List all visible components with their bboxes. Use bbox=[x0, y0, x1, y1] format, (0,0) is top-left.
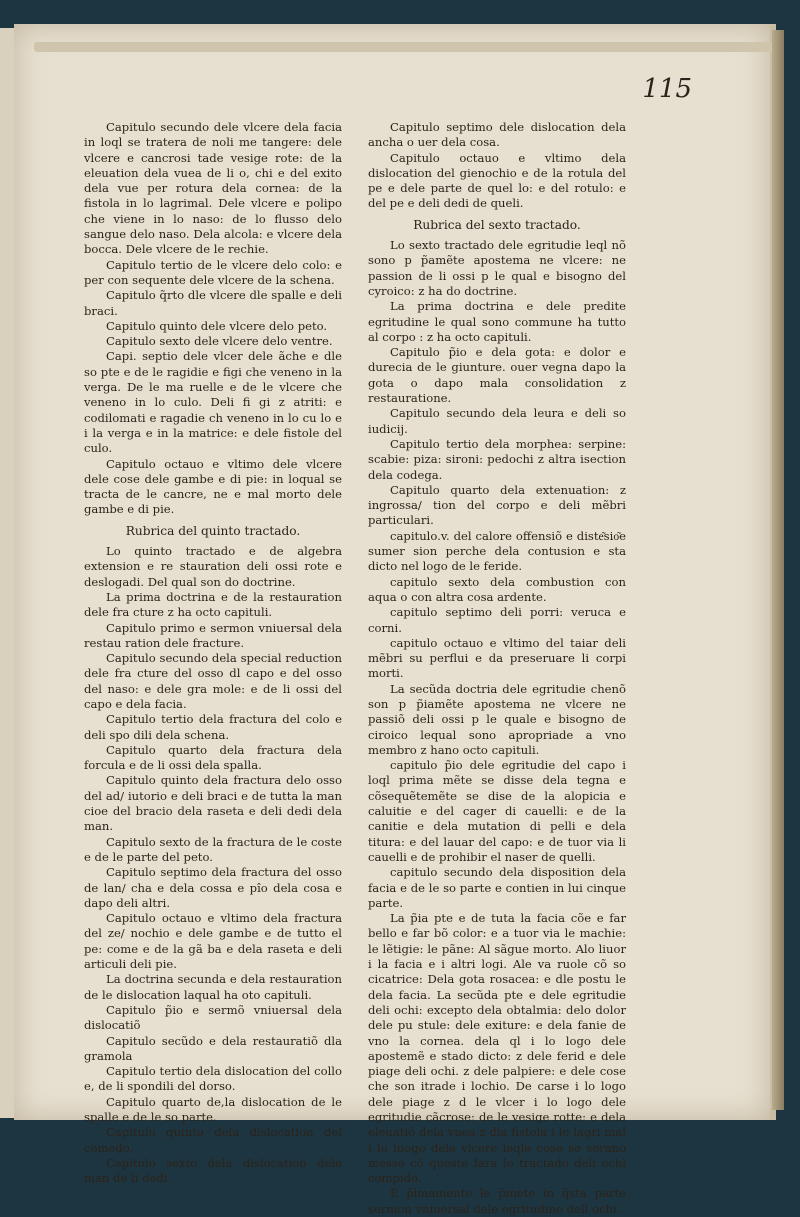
paragraph: Capitulo septimo dele dislocation dela ancha o uer dela cosa. bbox=[368, 120, 626, 150]
paragraph: Capitulo quinto dele vlcere delo peto. bbox=[106, 318, 328, 333]
paragraph: Capitulo quinto dela dislocation del comedo. bbox=[84, 1125, 342, 1155]
paragraph: Capitulo septimo dela fractura del osso de lan/ cha e dela cossa e pîo dela cosa e dapo deli altri. bbox=[84, 865, 342, 910]
paragraph: Lo sexto tractado dele egritudie leql nõ sono p p̃amẽte apostema ne vlcere: ne passion de li ossi p le qual e bisogno del cyroico: z ha do doctrine. bbox=[368, 238, 626, 298]
paragraph: Capitulo quarto dela extenuation: z ingrossa/ tion del corpo e deli mẽbri particulari. bbox=[368, 482, 626, 528]
paragraph: capitulo p̃io dele egritudie del capo i loql prima mẽte se disse dela tegna e cõsequẽtemẽte se dise de la alopicia e caluitie e del cager di cauelli: e de la canitie e dela mutation di pelli e dela titura: e del lauar del capo: e de tuor via li cauelli e de prohibir el naser de quelli. bbox=[368, 758, 626, 864]
paragraph: Capitulo p̃io e dela gota: e dolor e durecia de le giunture. ouer vegna dapo la gota o dapo mala consolidation z restauratione. bbox=[368, 345, 626, 406]
paragraph: Lo quinto tractado e de algebra extension e re stauration deli ossi rote e deslogadi. Del qual son do doctrine. bbox=[84, 544, 342, 589]
paragraph: Capitulo tertio de le vlcere delo colo: e per con sequente dele vlcere de la schena. bbox=[84, 257, 342, 287]
paragraph: Capi. septio dele vlcer dele ãche e dle so pte e de le ragidie e figi che veneno in la verga. De le ma ruelle e de le vlcere che veneno in lo culo. Deli fi gi z atriti: e codilomati e ragadie ch veneno in lo cu lo e i la verga e in la matrice: e dele fistole del culo. bbox=[84, 349, 342, 456]
paragraph: Capitulo p̃io e sermõ vniuersal dela dislocatiõ bbox=[84, 1002, 342, 1033]
paragraph: Capitulo octauo e vltimo dele vlcere dele cose dele gambe e di pie: in loqual se tracta de le cancre, ne e mal morto dele gambe e di pie. bbox=[84, 456, 342, 517]
paragraph: Capitulo quinto dela fractura delo osso del ad/ iutorio e deli braci e de tutta la man cioe del bracio dela raseta e deli dedi dela man. bbox=[84, 773, 342, 834]
paragraph: La p̃ia pte e de tuta la facia cõe e far bello e far bõ color: e a tuor via le machie: le lẽtigie: le pãne: Al sãgue morto. Alo liuor i la facia e i altri logi. Ale va ruole cõ so cicatrice: Dela gota rosacea: e dle postu le dela facia. La secũda pte e dele egritudie deli ochi: excepto dela obtalmia: delo dolor dele pu stule: dele exiture: e dela fanie de vno la cornea. dela ql i lo logo dele apostemẽ e stado dicto: z dele ferid e dele piage deli ochi. z dele palpiere: e dele cose che son itrade i lochio. De carse i lo logo dele piage z d le vlcer i lo logo dele egritudie cãcrose: de le vesige rotte: e dela eleuatiõ dela vuea z dla fistola i lo lagri mal i lo luogo dele vlcere leqle cose se serano messe cõ queste fara lo tractado deli ochi compido. bbox=[368, 911, 626, 1186]
page-top-edge bbox=[34, 42, 774, 52]
paragraph: La prima doctrina e dele predite egritudine le qual sono commune ha tutto al corpo : z ha octo capituli. bbox=[368, 299, 626, 344]
paragraph: Capitulo sexto dele vlcere delo ventre. bbox=[106, 334, 333, 349]
paragraph: Capitulo tertio dela dislocation del collo e, de li spondili del dorso. bbox=[84, 1064, 342, 1094]
paragraph: capitulo octauo e vltimo del taiar deli mẽbri su perflui e da preseruare li corpi morti. bbox=[368, 635, 626, 681]
paragraph: Capitulo quarto de,la dislocation de le spalle e de le so parte. bbox=[84, 1094, 342, 1124]
paragraph: Capitulo primo e sermon vniuersal dela restau ration dele fracture. bbox=[84, 620, 342, 650]
page-right-edge bbox=[772, 30, 784, 1110]
paragraph: Capitulo quarto dela fractura dela forcula e de li ossi dela spalla. bbox=[84, 742, 342, 773]
paragraph: Capitulo q̃rto dle vlcere dle spalle e deli braci. bbox=[84, 288, 342, 318]
paragraph: capitulo sexto dela combustion con aqua o con altra cosa ardente. bbox=[368, 574, 626, 604]
paragraph: E p̃imamente le p̃mete in q̃sta parte sermon vniuersal dele egritudine deli ochi. bbox=[368, 1186, 626, 1216]
paragraph: Capitulo secũdo e dela restauratiõ dla gramola bbox=[84, 1033, 342, 1063]
left-text-column bbox=[84, 120, 342, 1186]
paragraph: Capitulo secundo dela leura e deli so iudicij. bbox=[368, 406, 626, 436]
facing-page-edge bbox=[0, 28, 15, 1118]
right-text-column bbox=[368, 120, 626, 1217]
paragraph: Capitulo octauo e vltimo dela dislocation del gienochio e de la rotula del pe e dele parte de quel lo: e del rotulo: e del pe e deli dedi de queli. bbox=[368, 150, 626, 211]
paragraph: capitulo septimo deli porri: veruca e corni. bbox=[368, 605, 626, 635]
paragraph: Capitulo tertio dela morphea: serpine: scabie: piza: sironi: pedochi z altra isection dela codega. bbox=[368, 436, 626, 482]
paragraph: Capitulo sexto dela dislocation dele man de li dedi. bbox=[84, 1155, 342, 1186]
paragraph: Capitulo secundo dele vlcere dela facia in loql se tratera de noli me tangere: dele vlcere e cancrosi tade vesige rote: de la eleuation dela vuea de li o, chi e del exito dela vue per rotura dela cornea: de la fistola in lo lagrimal. Dele vlcere e polipo che viene in lo naso: de lo flusso delo sangue delo naso. Dela alcola: e vlcere dela bocca. Dele vlcere de le rechie. bbox=[84, 120, 342, 257]
book-page bbox=[14, 24, 776, 1216]
paragraph: Capitulo sexto de la fractura de le coste e de le parte del peto. bbox=[84, 834, 342, 864]
paragraph: La prima doctrina e de la restauration dele fra cture z ha octo capituli. bbox=[84, 589, 342, 620]
paragraph: Capitulo secundo dela special reduction dele fra cture del osso dl capo e del osso del naso: e dele gra mole: e de li ossi del capo e dela facia. bbox=[84, 651, 342, 711]
rubric-heading: Rubrica del quinto tractado. bbox=[125, 523, 301, 538]
paragraph: Capitulo tertio dela fractura del colo e deli spo dili dela schena. bbox=[84, 712, 342, 742]
paragraph: La secũda doctria dele egritudie chenõ son p p̃iamẽte apostema ne vlcere ne passiõ deli ossi p le quale e bisogno de ciroico lequal sono apropriade a vno membro z hano octo capituli. bbox=[368, 681, 626, 757]
paragraph: capitulo.v. del calore offensiõ e diste͂sio͂e sumer sion perche dela contusion e sta dicto nel logo de le feride. bbox=[368, 528, 626, 574]
folio-number: 115 bbox=[642, 74, 692, 104]
paragraph: Capitulo octauo e vltimo dela fractura del ze/ nochio e dele gambe e de tutto el pe: come e de la gã ba e dela raseta e deli articuli deli pie. bbox=[84, 911, 342, 972]
paragraph: capitulo secundo dela disposition dela facia e de le so parte e contien in lui cinque parte. bbox=[368, 865, 626, 910]
rubric-heading: Rubrica del sexto tractado. bbox=[413, 217, 581, 232]
paragraph: La doctrina secunda e dela restauration de le dislocation laqual ha oto capituli. bbox=[84, 972, 342, 1002]
